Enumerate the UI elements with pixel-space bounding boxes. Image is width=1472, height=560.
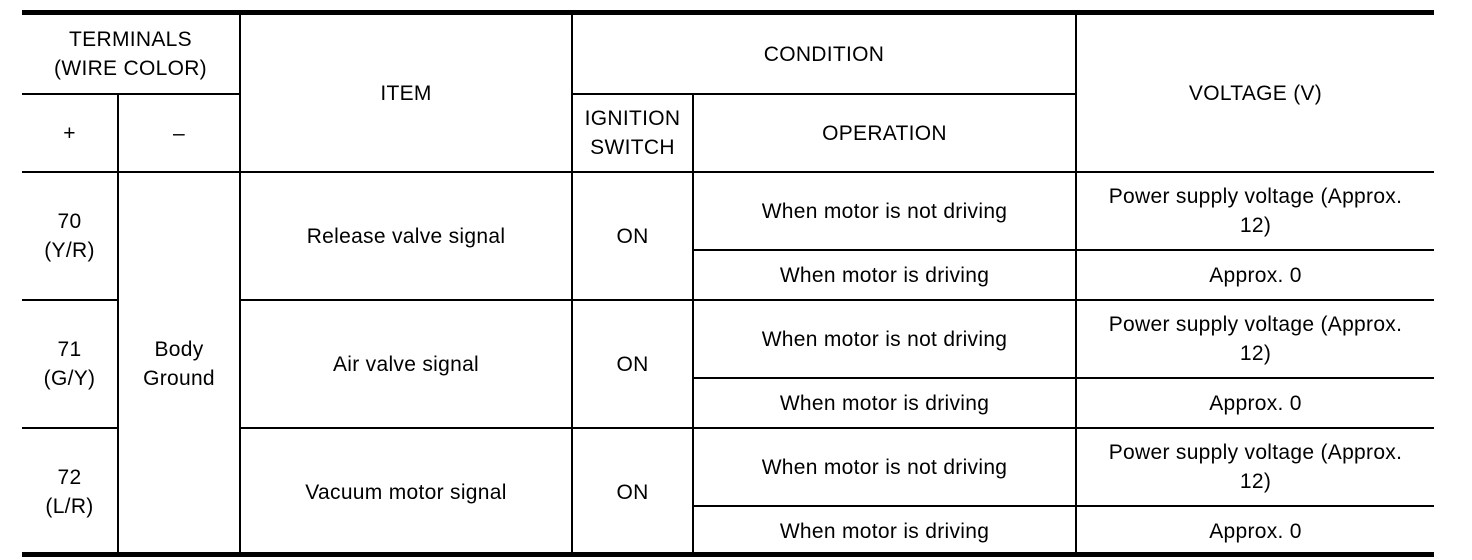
operation-driving: When motor is driving xyxy=(693,506,1076,556)
header-item: ITEM xyxy=(240,15,572,172)
voltage-not-driving: Power supply voltage (Approx. 12) xyxy=(1076,428,1434,506)
operation-not-driving: When motor is not driving xyxy=(693,428,1076,506)
header-ignition-switch: IGNITION SWITCH xyxy=(572,94,693,172)
header-condition: CONDITION xyxy=(572,15,1076,94)
header-plus: + xyxy=(22,94,118,172)
terminal-72: 72 (L/R) xyxy=(22,428,118,556)
terminal-70: 70 (Y/R) xyxy=(22,172,118,300)
operation-driving: When motor is driving xyxy=(693,378,1076,428)
operation-not-driving: When motor is not driving xyxy=(693,172,1076,250)
voltage-not-driving: Power supply voltage (Approx. 12) xyxy=(1076,300,1434,378)
voltage-driving: Approx. 0 xyxy=(1076,378,1434,428)
ignition-on: ON xyxy=(572,300,693,428)
header-minus: – xyxy=(118,94,240,172)
operation-driving: When motor is driving xyxy=(693,250,1076,300)
header-voltage: VOLTAGE (V) xyxy=(1076,15,1434,172)
operation-not-driving: When motor is not driving xyxy=(693,300,1076,378)
item-release-valve: Release valve signal xyxy=(240,172,572,300)
header-terminals: TERMINALS (WIRE COLOR) xyxy=(22,15,240,94)
table-bottom-rule xyxy=(22,552,1434,557)
terminal-71: 71 (G/Y) xyxy=(22,300,118,428)
header-operation: OPERATION xyxy=(693,94,1076,172)
ignition-on: ON xyxy=(572,172,693,300)
terminal-spec-table xyxy=(22,15,1434,557)
voltage-driving: Approx. 0 xyxy=(1076,506,1434,556)
ignition-on: ON xyxy=(572,428,693,556)
voltage-not-driving: Power supply voltage (Approx. 12) xyxy=(1076,172,1434,250)
ground-body: Body Ground xyxy=(118,172,240,556)
item-vacuum-motor: Vacuum motor signal xyxy=(240,428,572,556)
item-air-valve: Air valve signal xyxy=(240,300,572,428)
voltage-driving: Approx. 0 xyxy=(1076,250,1434,300)
